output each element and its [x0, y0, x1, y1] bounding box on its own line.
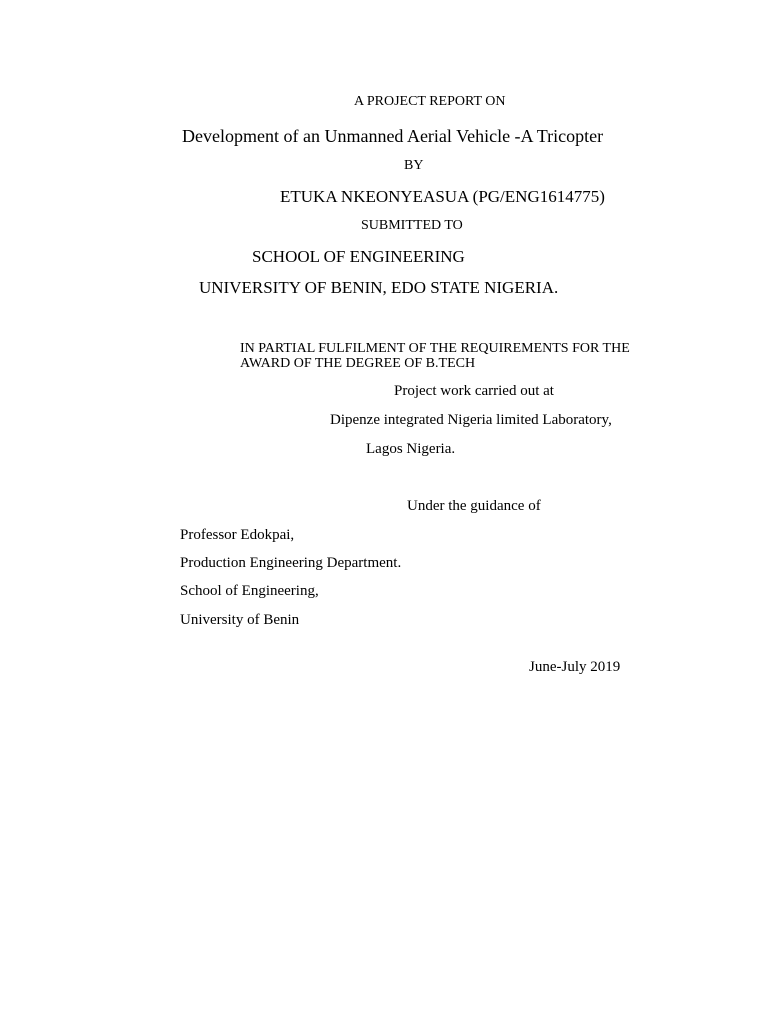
by-label: BY — [404, 158, 424, 173]
carried-out-label: Project work carried out at — [394, 383, 554, 399]
project-title: Development of an Unmanned Aerial Vehicle -A Tricopter — [182, 126, 604, 146]
guidance-label: Under the guidance of — [407, 498, 541, 514]
report-heading: A PROJECT REPORT ON — [354, 94, 506, 109]
laboratory-name: Dipenze integrated Nigeria limited Laboratory, — [330, 412, 612, 428]
school-name: SCHOOL OF ENGINEERING — [252, 247, 465, 266]
author-name: ETUKA NKEONYEASUA (PG/ENG1614775) — [280, 187, 605, 206]
supervisor-school: School of Engineering, — [180, 583, 319, 599]
report-date: June-July 2019 — [529, 659, 621, 675]
university-name: UNIVERSITY OF BENIN, EDO STATE NIGERIA. — [199, 278, 559, 297]
supervisor-university: University of Benin — [180, 612, 300, 628]
laboratory-location: Lagos Nigeria. — [366, 441, 456, 457]
supervisor-department: Production Engineering Department. — [180, 555, 402, 571]
requirements-statement: IN PARTIAL FULFILMENT OF THE REQUIREMENTS FOR THE AWARD OF THE DEGREE OF B.TECH — [240, 341, 630, 371]
supervisor-name: Professor Edokpai, — [180, 527, 295, 543]
submitted-to-label: SUBMITTED TO — [361, 218, 463, 233]
